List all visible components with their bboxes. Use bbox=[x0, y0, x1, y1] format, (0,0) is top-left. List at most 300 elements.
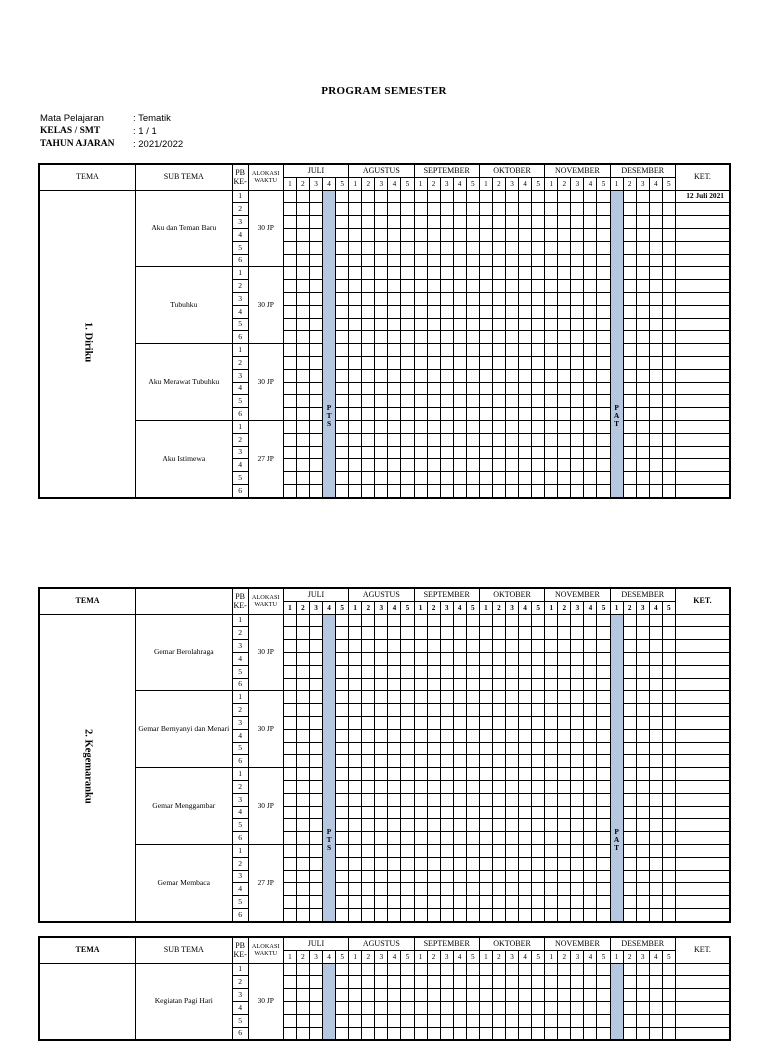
schedule-cell bbox=[375, 742, 388, 755]
pb-number: 5 bbox=[232, 665, 248, 678]
schedule-cell bbox=[388, 652, 401, 665]
schedule-cell bbox=[466, 716, 479, 729]
schedule-cell bbox=[479, 1001, 492, 1014]
schedule-cell bbox=[636, 963, 649, 976]
alokasi-cell: 30 JP bbox=[248, 267, 283, 344]
schedule-cell bbox=[636, 627, 649, 640]
schedule-cell bbox=[349, 292, 362, 305]
pat-column bbox=[610, 963, 623, 1040]
header-month: OKTOBER bbox=[479, 164, 544, 177]
schedule-cell bbox=[597, 742, 610, 755]
schedule-cell bbox=[453, 369, 466, 382]
schedule-cell bbox=[453, 228, 466, 241]
schedule-cell bbox=[532, 806, 545, 819]
schedule-cell bbox=[623, 755, 636, 768]
schedule-cell bbox=[532, 768, 545, 781]
header-month: SEPTEMBER bbox=[414, 164, 479, 177]
schedule-cell bbox=[636, 292, 649, 305]
schedule-cell bbox=[336, 228, 349, 241]
schedule-cell bbox=[532, 729, 545, 742]
pb-number: 5 bbox=[232, 395, 248, 408]
schedule-cell bbox=[584, 963, 597, 976]
schedule-cell bbox=[440, 395, 453, 408]
schedule-cell bbox=[532, 369, 545, 382]
schedule-cell bbox=[440, 819, 453, 832]
schedule-cell bbox=[427, 305, 440, 318]
schedule-cell bbox=[545, 806, 558, 819]
schedule-cell bbox=[662, 614, 675, 627]
schedule-cell bbox=[309, 857, 322, 870]
schedule-cell bbox=[519, 627, 532, 640]
schedule-cell bbox=[636, 459, 649, 472]
header-week: 5 bbox=[336, 177, 349, 190]
schedule-cell bbox=[309, 267, 322, 280]
schedule-cell bbox=[309, 216, 322, 229]
schedule-cell bbox=[283, 228, 296, 241]
sub-tema-cell: Gemar Menggambar bbox=[136, 768, 233, 845]
ket-cell bbox=[675, 832, 730, 845]
schedule-cell bbox=[414, 408, 427, 421]
schedule-cell bbox=[623, 305, 636, 318]
marker-letter: T bbox=[614, 419, 620, 429]
schedule-cell bbox=[597, 896, 610, 909]
schedule-cell bbox=[479, 408, 492, 421]
schedule-cell bbox=[597, 1014, 610, 1027]
schedule-cell bbox=[649, 190, 662, 203]
schedule-cell bbox=[649, 241, 662, 254]
schedule-cell bbox=[401, 216, 414, 229]
schedule-cell bbox=[479, 976, 492, 989]
header-week: 1 bbox=[545, 177, 558, 190]
schedule-cell bbox=[545, 1014, 558, 1027]
schedule-cell bbox=[362, 203, 375, 216]
schedule-cell bbox=[584, 228, 597, 241]
schedule-cell bbox=[440, 382, 453, 395]
schedule-cell bbox=[479, 652, 492, 665]
schedule-cell bbox=[388, 331, 401, 344]
schedule-cell bbox=[597, 472, 610, 485]
table-row bbox=[39, 420, 730, 433]
schedule-cell bbox=[558, 768, 571, 781]
schedule-cell bbox=[649, 459, 662, 472]
schedule-cell bbox=[440, 1027, 453, 1040]
schedule-cell bbox=[453, 344, 466, 357]
schedule-cell bbox=[571, 472, 584, 485]
schedule-cell bbox=[519, 228, 532, 241]
schedule-cell bbox=[649, 382, 662, 395]
schedule-cell bbox=[453, 331, 466, 344]
schedule-cell bbox=[388, 241, 401, 254]
schedule-cell bbox=[505, 832, 518, 845]
schedule-cell bbox=[545, 678, 558, 691]
schedule-cell bbox=[571, 216, 584, 229]
schedule-cell bbox=[427, 1027, 440, 1040]
schedule-cell bbox=[414, 819, 427, 832]
schedule-cell bbox=[479, 716, 492, 729]
schedule-cell bbox=[388, 216, 401, 229]
schedule-cell bbox=[623, 472, 636, 485]
schedule-cell bbox=[440, 280, 453, 293]
schedule-cell bbox=[584, 420, 597, 433]
schedule-cell bbox=[414, 908, 427, 921]
schedule-cell bbox=[545, 640, 558, 653]
schedule-cell bbox=[283, 344, 296, 357]
schedule-cell bbox=[492, 640, 505, 653]
schedule-cell bbox=[649, 976, 662, 989]
schedule-cell bbox=[532, 614, 545, 627]
schedule-cell bbox=[597, 755, 610, 768]
schedule-cell bbox=[427, 716, 440, 729]
pb-number: 3 bbox=[232, 446, 248, 459]
schedule-cell bbox=[414, 446, 427, 459]
marker-letter: A bbox=[613, 835, 620, 845]
pb-number: 1 bbox=[232, 691, 248, 704]
schedule-table bbox=[38, 587, 731, 923]
schedule-cell bbox=[309, 832, 322, 845]
schedule-cell bbox=[401, 896, 414, 909]
schedule-cell bbox=[362, 280, 375, 293]
schedule-cell bbox=[362, 369, 375, 382]
pb-number: 4 bbox=[232, 228, 248, 241]
schedule-cell bbox=[296, 614, 309, 627]
marker-letter: S bbox=[326, 843, 332, 853]
schedule-cell bbox=[649, 305, 662, 318]
schedule-cell bbox=[558, 472, 571, 485]
schedule-cell bbox=[453, 190, 466, 203]
schedule-cell bbox=[283, 190, 296, 203]
header-week: 4 bbox=[323, 950, 336, 963]
schedule-cell bbox=[545, 989, 558, 1002]
schedule-cell bbox=[388, 254, 401, 267]
schedule-cell bbox=[283, 896, 296, 909]
schedule-cell bbox=[636, 844, 649, 857]
schedule-cell bbox=[283, 768, 296, 781]
schedule-cell bbox=[401, 472, 414, 485]
schedule-cell bbox=[362, 228, 375, 241]
schedule-cell bbox=[571, 433, 584, 446]
schedule-cell bbox=[349, 254, 362, 267]
schedule-cell bbox=[336, 318, 349, 331]
schedule-cell bbox=[571, 832, 584, 845]
schedule-cell bbox=[453, 1014, 466, 1027]
schedule-cell bbox=[597, 292, 610, 305]
schedule-cell bbox=[597, 241, 610, 254]
schedule-cell bbox=[584, 819, 597, 832]
schedule-cell bbox=[519, 203, 532, 216]
schedule-cell bbox=[584, 652, 597, 665]
schedule-cell bbox=[558, 870, 571, 883]
schedule-cell bbox=[532, 292, 545, 305]
schedule-cell bbox=[349, 896, 362, 909]
schedule-cell bbox=[492, 896, 505, 909]
schedule-cell bbox=[479, 216, 492, 229]
schedule-cell bbox=[479, 870, 492, 883]
schedule-cell bbox=[584, 292, 597, 305]
schedule-cell bbox=[492, 280, 505, 293]
schedule-cell bbox=[558, 1014, 571, 1027]
pb-number: 4 bbox=[232, 652, 248, 665]
schedule-cell bbox=[453, 870, 466, 883]
schedule-cell bbox=[440, 267, 453, 280]
ket-cell bbox=[675, 241, 730, 254]
header-month: DESEMBER bbox=[610, 937, 675, 950]
schedule-cell bbox=[662, 806, 675, 819]
schedule-cell bbox=[414, 395, 427, 408]
schedule-cell bbox=[388, 819, 401, 832]
schedule-cell bbox=[662, 1001, 675, 1014]
schedule-cell bbox=[597, 280, 610, 293]
schedule-cell bbox=[662, 976, 675, 989]
schedule-cell bbox=[597, 446, 610, 459]
alokasi-cell: 30 JP bbox=[248, 190, 283, 267]
program-table bbox=[38, 587, 731, 923]
schedule-cell bbox=[545, 896, 558, 909]
schedule-cell bbox=[349, 963, 362, 976]
schedule-cell bbox=[349, 1014, 362, 1027]
schedule-cell bbox=[571, 665, 584, 678]
ket-cell bbox=[675, 203, 730, 216]
schedule-cell bbox=[283, 716, 296, 729]
schedule-cell bbox=[597, 793, 610, 806]
pb-number: 6 bbox=[232, 678, 248, 691]
ket-cell bbox=[675, 780, 730, 793]
schedule-cell bbox=[649, 678, 662, 691]
schedule-cell bbox=[558, 883, 571, 896]
schedule-cell bbox=[440, 305, 453, 318]
schedule-cell bbox=[636, 704, 649, 717]
schedule-cell bbox=[296, 755, 309, 768]
schedule-cell bbox=[479, 356, 492, 369]
schedule-cell bbox=[296, 976, 309, 989]
schedule-cell bbox=[519, 780, 532, 793]
schedule-cell bbox=[492, 1001, 505, 1014]
schedule-cell bbox=[558, 433, 571, 446]
schedule-cell bbox=[532, 716, 545, 729]
schedule-cell bbox=[649, 331, 662, 344]
schedule-cell bbox=[336, 395, 349, 408]
pb-number: 1 bbox=[232, 614, 248, 627]
schedule-cell bbox=[427, 793, 440, 806]
schedule-cell bbox=[414, 704, 427, 717]
header-week: 5 bbox=[466, 601, 479, 614]
pb-number: 1 bbox=[232, 844, 248, 857]
schedule-cell bbox=[466, 446, 479, 459]
schedule-cell bbox=[349, 742, 362, 755]
schedule-cell bbox=[505, 614, 518, 627]
schedule-cell bbox=[479, 640, 492, 653]
schedule-cell bbox=[519, 963, 532, 976]
header-week: 2 bbox=[296, 950, 309, 963]
schedule-cell bbox=[296, 241, 309, 254]
schedule-cell bbox=[296, 870, 309, 883]
schedule-cell bbox=[492, 742, 505, 755]
schedule-cell bbox=[466, 780, 479, 793]
schedule-cell bbox=[414, 691, 427, 704]
schedule-cell bbox=[519, 241, 532, 254]
schedule-cell bbox=[414, 1027, 427, 1040]
schedule-cell bbox=[283, 203, 296, 216]
schedule-cell bbox=[440, 806, 453, 819]
schedule-cell bbox=[466, 459, 479, 472]
schedule-cell bbox=[545, 963, 558, 976]
schedule-cell bbox=[479, 806, 492, 819]
schedule-cell bbox=[336, 241, 349, 254]
schedule-table bbox=[38, 163, 731, 499]
pb-number: 3 bbox=[232, 216, 248, 229]
header-week: 1 bbox=[349, 950, 362, 963]
header-week: 1 bbox=[479, 177, 492, 190]
header-week: 2 bbox=[296, 177, 309, 190]
schedule-cell bbox=[362, 305, 375, 318]
schedule-cell bbox=[505, 267, 518, 280]
schedule-cell bbox=[440, 678, 453, 691]
schedule-cell bbox=[532, 908, 545, 921]
schedule-cell bbox=[649, 857, 662, 870]
schedule-cell bbox=[597, 459, 610, 472]
schedule-cell bbox=[375, 678, 388, 691]
schedule-cell bbox=[453, 627, 466, 640]
header-week: 3 bbox=[636, 950, 649, 963]
schedule-cell bbox=[649, 963, 662, 976]
schedule-cell bbox=[505, 908, 518, 921]
schedule-cell bbox=[636, 484, 649, 497]
schedule-cell bbox=[649, 203, 662, 216]
schedule-cell bbox=[492, 382, 505, 395]
schedule-cell bbox=[453, 433, 466, 446]
schedule-cell bbox=[440, 190, 453, 203]
schedule-cell bbox=[532, 408, 545, 421]
schedule-cell bbox=[571, 844, 584, 857]
schedule-cell bbox=[414, 228, 427, 241]
header-alokasi-line1: ALOKASI bbox=[251, 594, 280, 602]
schedule-cell bbox=[532, 691, 545, 704]
schedule-cell bbox=[296, 665, 309, 678]
schedule-cell bbox=[336, 704, 349, 717]
schedule-cell bbox=[283, 305, 296, 318]
schedule-cell bbox=[283, 640, 296, 653]
schedule-cell bbox=[649, 472, 662, 485]
schedule-cell bbox=[466, 652, 479, 665]
schedule-cell bbox=[492, 780, 505, 793]
schedule-cell bbox=[466, 976, 479, 989]
schedule-cell bbox=[558, 704, 571, 717]
schedule-cell bbox=[584, 640, 597, 653]
header-week: 1 bbox=[479, 601, 492, 614]
schedule-cell bbox=[296, 832, 309, 845]
schedule-cell bbox=[440, 896, 453, 909]
schedule-cell bbox=[545, 908, 558, 921]
schedule-cell bbox=[584, 627, 597, 640]
schedule-cell bbox=[414, 356, 427, 369]
ket-cell bbox=[675, 369, 730, 382]
schedule-cell bbox=[466, 344, 479, 357]
schedule-cell bbox=[388, 704, 401, 717]
schedule-cell bbox=[505, 356, 518, 369]
schedule-cell bbox=[558, 446, 571, 459]
schedule-cell bbox=[571, 678, 584, 691]
schedule-cell bbox=[532, 356, 545, 369]
schedule-cell bbox=[492, 484, 505, 497]
schedule-cell bbox=[479, 627, 492, 640]
header-week: 4 bbox=[519, 601, 532, 614]
schedule-cell bbox=[375, 292, 388, 305]
schedule-cell bbox=[440, 292, 453, 305]
schedule-cell bbox=[558, 267, 571, 280]
ket-cell bbox=[675, 819, 730, 832]
schedule-cell bbox=[584, 806, 597, 819]
schedule-cell bbox=[662, 652, 675, 665]
schedule-cell bbox=[649, 755, 662, 768]
schedule-cell bbox=[309, 704, 322, 717]
schedule-cell bbox=[532, 484, 545, 497]
schedule-cell bbox=[532, 228, 545, 241]
schedule-cell bbox=[453, 678, 466, 691]
header-week: 3 bbox=[309, 601, 322, 614]
schedule-cell bbox=[571, 976, 584, 989]
schedule-cell bbox=[636, 190, 649, 203]
schedule-cell bbox=[309, 241, 322, 254]
schedule-cell bbox=[532, 318, 545, 331]
header-month: NOVEMBER bbox=[545, 588, 610, 601]
schedule-cell bbox=[479, 331, 492, 344]
header-week: 3 bbox=[571, 601, 584, 614]
schedule-cell bbox=[584, 976, 597, 989]
schedule-cell bbox=[349, 976, 362, 989]
schedule-cell bbox=[336, 963, 349, 976]
schedule-cell bbox=[309, 729, 322, 742]
schedule-cell bbox=[414, 640, 427, 653]
schedule-cell bbox=[571, 614, 584, 627]
schedule-cell bbox=[349, 640, 362, 653]
schedule-cell bbox=[479, 896, 492, 909]
alokasi-cell: 27 JP bbox=[248, 420, 283, 497]
schedule-cell bbox=[479, 267, 492, 280]
schedule-cell bbox=[362, 665, 375, 678]
schedule-cell bbox=[283, 691, 296, 704]
schedule-cell bbox=[649, 420, 662, 433]
header-pb-ke bbox=[232, 937, 248, 963]
schedule-cell bbox=[519, 292, 532, 305]
schedule-cell bbox=[519, 857, 532, 870]
schedule-cell bbox=[453, 819, 466, 832]
schedule-cell bbox=[453, 755, 466, 768]
schedule-cell bbox=[362, 267, 375, 280]
pb-number: 2 bbox=[232, 976, 248, 989]
schedule-cell bbox=[505, 691, 518, 704]
schedule-cell bbox=[558, 716, 571, 729]
schedule-cell bbox=[349, 472, 362, 485]
schedule-cell bbox=[401, 844, 414, 857]
schedule-cell bbox=[466, 216, 479, 229]
schedule-cell bbox=[649, 989, 662, 1002]
schedule-cell bbox=[466, 908, 479, 921]
schedule-cell bbox=[309, 356, 322, 369]
schedule-cell bbox=[636, 382, 649, 395]
schedule-cell bbox=[349, 870, 362, 883]
schedule-cell bbox=[492, 408, 505, 421]
schedule-cell bbox=[427, 459, 440, 472]
schedule-cell bbox=[414, 280, 427, 293]
schedule-cell bbox=[545, 832, 558, 845]
ket-cell bbox=[675, 216, 730, 229]
schedule-cell bbox=[466, 883, 479, 896]
schedule-cell bbox=[584, 241, 597, 254]
schedule-cell bbox=[388, 1014, 401, 1027]
schedule-cell bbox=[584, 267, 597, 280]
schedule-cell bbox=[558, 305, 571, 318]
schedule-cell bbox=[283, 472, 296, 485]
pb-number: 6 bbox=[232, 331, 248, 344]
